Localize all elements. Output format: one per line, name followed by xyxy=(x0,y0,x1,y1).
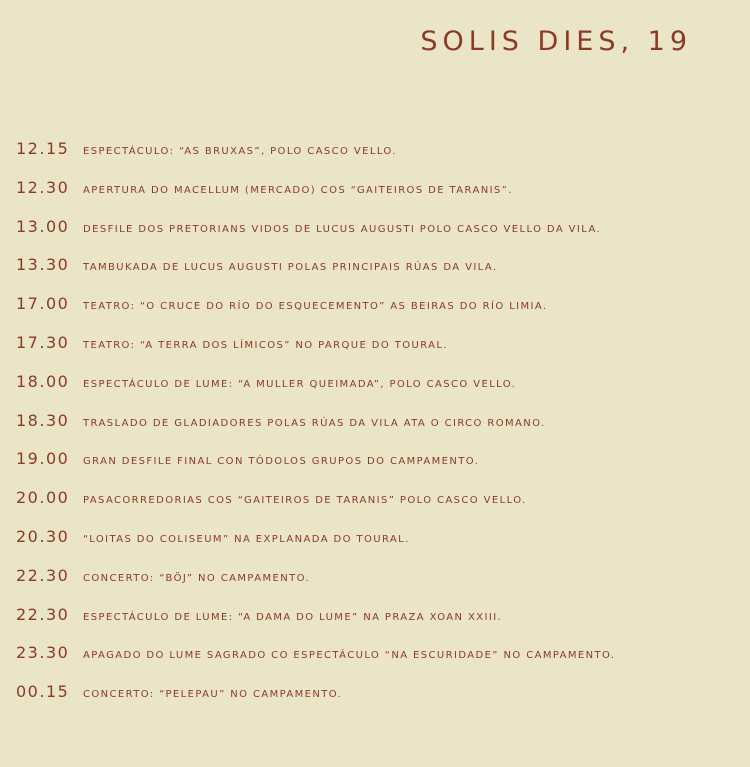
event-time: 18.30 xyxy=(16,410,70,430)
event-description: PASACORREDORIAS COS “GAITEIROS DE TARANIS” POLO CASCO VELLO. xyxy=(83,495,527,507)
schedule-item xyxy=(16,178,750,217)
schedule-item xyxy=(16,255,750,294)
event-description: TAMBUKADA DE LUCUS AUGUSTI POLAS PRINCIPAIS RÚAS DA VILA. xyxy=(83,262,498,274)
event-description: TEATRO: “A TERRA DOS LÍMICOS” NO PARQUE DO TOURAL. xyxy=(83,339,448,351)
event-time: 20.30 xyxy=(16,526,70,546)
event-time: 12.30 xyxy=(16,177,70,197)
event-time: 20.00 xyxy=(16,488,70,508)
schedule-item xyxy=(16,605,750,644)
event-description: GRAN DESFILE FINAL CON TÓDOLOS GRUPOS DO CAMPAMENTO. xyxy=(83,456,480,468)
event-description: ESPECTÁCULO DE LUME: “A DAMA DO LUME” NA PRAZA XOAN XXIII. xyxy=(83,611,503,623)
schedule-item xyxy=(16,566,750,605)
event-description: APAGADO DO LUME SAGRADO CO ESPECTÁCULO “NA ESCURIDADE” NO CAMPAMENTO. xyxy=(83,650,616,662)
event-time: 00.15 xyxy=(16,682,70,702)
event-time: 13.30 xyxy=(16,255,70,275)
event-description: TRASLADO DE GLADIADORES POLAS RÚAS DA VILA ATA O CIRCO ROMANO. xyxy=(83,417,546,429)
event-description: CONCERTO: “PELEPAU” NO CAMPAMENTO. xyxy=(83,689,343,701)
event-description: TEATRO: “O CRUCE DO RÍO DO ESQUECEMENTO” AS BEIRAS DO RÍO LIMIA. xyxy=(83,301,548,313)
event-description: DESFILE DOS PRETORIANS VIDOS DE LUCUS AUGUSTI POLO CASCO VELLO DA VILA. xyxy=(83,223,602,235)
event-time: 18.00 xyxy=(16,371,70,391)
event-description: APERTURA DO MACELLUM (MERCADO) COS “GAITEIROS DE TARANIS”. xyxy=(83,184,513,196)
schedule-item xyxy=(16,217,750,256)
schedule-item xyxy=(16,488,750,527)
page-title: SOLIS DIES, 19 xyxy=(420,26,692,57)
schedule-item xyxy=(16,411,750,450)
event-description: ESPECTÁCULO: “AS BRUXAS”, POLO CASCO VELLO. xyxy=(83,146,397,157)
event-time: 12.15 xyxy=(16,139,70,158)
schedule-item xyxy=(16,643,750,682)
event-time: 22.30 xyxy=(16,565,70,585)
schedule-item xyxy=(16,682,750,721)
schedule-item xyxy=(16,333,750,372)
event-time: 17.00 xyxy=(16,294,70,314)
event-description: CONCERTO: “BÖJ” NO CAMPAMENTO. xyxy=(83,572,311,584)
event-time: 13.00 xyxy=(16,216,70,236)
schedule-item xyxy=(16,449,750,488)
event-time: 19.00 xyxy=(16,449,70,469)
schedule-list xyxy=(16,139,750,721)
schedule-item xyxy=(16,294,750,333)
event-time: 23.30 xyxy=(16,643,70,663)
schedule-item xyxy=(16,372,750,411)
event-time: 17.30 xyxy=(16,332,70,352)
schedule-item xyxy=(16,527,750,566)
event-description: ESPECTÁCULO DE LUME: “A MULLER QUEIMADA”, POLO CASCO VELLO. xyxy=(83,378,517,390)
event-description: “LOITAS DO COLISEUM” NA EXPLANADA DO TOURAL. xyxy=(83,533,410,545)
schedule-item xyxy=(16,139,750,178)
event-time: 22.30 xyxy=(16,604,70,624)
